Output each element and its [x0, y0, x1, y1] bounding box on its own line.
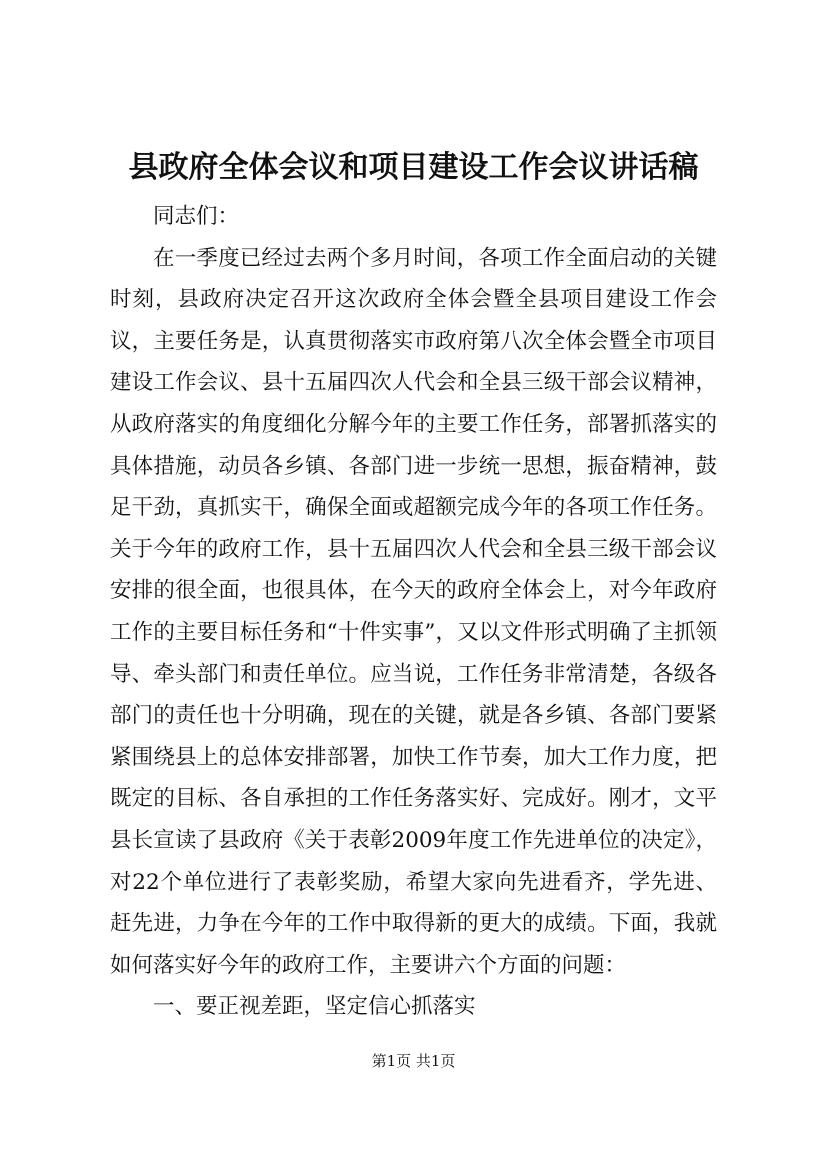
section-heading: 一、要正视差距，坚定信心抓落实 [153, 994, 476, 1020]
document-body [110, 196, 717, 1028]
salutation: 同志们： [153, 204, 240, 229]
body-paragraph: 在一季度已经过去两个多月时间，各项工作全面启动的关键时刻，县政府决定召开这次政府全体会暨全县项目建设工作会议，主要任务是，认真贯彻落实市政府第八次全体会暨全市项目建设工作会议、县十五届四次人代会和全县三级干部会议精神，从政府落实的角度细化分解今年的主要工作任务，部署抓落实的具体措施，动员各乡镇、各部门进一步统一思想，振奋精神，鼓足干劲，真抓实干，确保全面或超额完成今年的各项工作任务。关于今年的政府工作，县十五届四次人代会和全县三级干部会议安排的很全面，也很具体，在今天的政府全体会上，对今年政府工作的主要目标任务和“十件实事”，又以文件形式明确了主抓领导、牵头部门和责任单位。应当说，工作任务非常清楚，各级各部门的责任也十分明确，现在的关键，就是各乡镇、各部门要紧紧围绕县上的总体安排部署，加快工作节奏，加大工作力度，把既定的目标、各自承担的工作任务落实好、完成好。刚才，文平县长宣读了县政府《关于表彰2009年度工作先进单位的决定》，对22个单位进行了表彰奖励，希望大家向先进看齐，学先进、赶先进，力争在今年的工作中取得新的更大的成绩。下面，我就如何落实好今年的政府工作，主要讲六个方面的问题： [110, 245, 717, 978]
page-number-footer: 第1页 共1页 [371, 1052, 456, 1070]
document-title: 县政府全体会议和项目建设工作会议讲话稿 [128, 150, 699, 185]
